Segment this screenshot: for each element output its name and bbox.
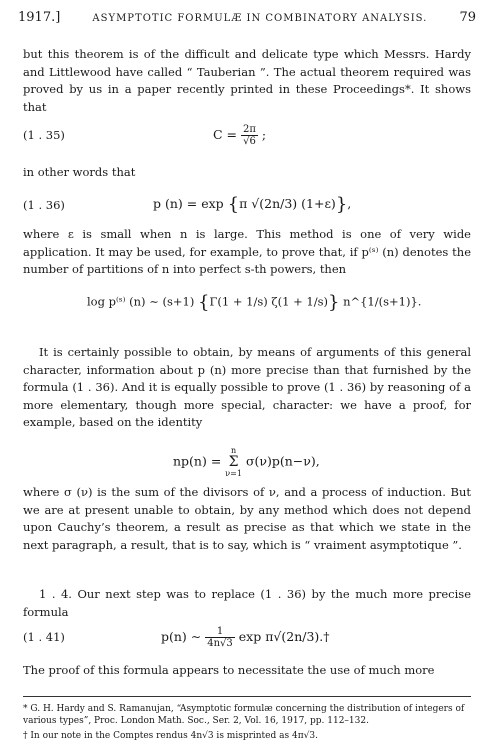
fraction [205,626,235,649]
sum-lower: ν=1 [225,469,242,478]
left-brace: { [197,292,210,313]
fraction-denominator: √6 [243,136,256,147]
eq-lhs: p(n) ∼ [161,629,202,644]
equation-number: (1 . 36) [23,198,65,212]
running-header [18,10,476,25]
equation-body [153,194,351,215]
equation-body [161,626,330,649]
paragraph-tauberian: but this theorem is of the difficult and delicate type which Messrs. Hardy and Littlewood have called “ Tauberian ”. The actual theorem required was proved by us in a paper recently printed in these Proceedings*. It shows that [23,47,471,114]
paragraph-sigma-divisors: where σ (ν) is the sum of the divisors of ν, and a process of induction. But we are at present unable to obtain, by any method which does not depend upon Cauchy’s theorem, a result as precise as that which we state in the next paragraph, a result, that is to say, which is “ vraiment asymptotique ”. [23,485,471,552]
eq-lhs: np(n) = [173,453,222,469]
page-number: 79 [459,10,476,25]
equation-body [213,124,266,147]
equation-1-36 [23,194,471,218]
footnote-rule [23,696,471,697]
right-brace: } [335,194,348,215]
eq-body: Γ(1 + 1/s) ζ(1 + 1/s) [209,294,328,309]
equation-1-41 [23,626,471,650]
eq-body: π √(2n/3) (1+ε) [239,196,336,211]
paragraph-in-other-words: in other words that [23,165,136,179]
eq-lhs: C = [213,127,238,142]
equation-1-35 [23,124,471,148]
equation-number: (1 . 41) [23,630,65,644]
eq-tail: , [347,196,352,211]
left-brace: { [227,194,240,215]
fraction-numerator: 2π [243,124,256,135]
eq-body: σ(ν)p(n−ν), [245,453,320,469]
equation-body [87,292,421,313]
eq-lhs: log p⁽ˢ⁾ (n) ∼ (s+1) [87,294,195,309]
equation-number: (1 . 35) [23,128,65,142]
equation-s-powers [23,292,471,316]
paragraph-section-1-4: 1 . 4. Our next step was to replace (1 . 36) by the much more precise formula [23,587,471,619]
header-year: 1917.] [18,10,61,25]
paragraph-proof: The proof of this formula appears to necessitate the use of much more [23,663,435,677]
eq-body: exp π√(2n/3).† [238,629,330,644]
fraction-denominator: 4n√3 [207,638,233,649]
sum-upper: n [231,446,237,455]
footnote-comptes-rendus: † In our note in the Comptes rendus 4n√3 is misprinted as 4π√3. [23,731,318,741]
fraction [241,124,258,147]
equation-body [173,446,320,478]
eq-lhs: p (n) = exp [153,196,224,211]
equation-identity [23,446,471,478]
paragraph-certainly-possible: It is certainly possible to obtain, by means of arguments of this general character, information about p (n) more precise than that furnished by the formula (1 . 36). And it is equally possible to prove (1 . 36) by reasoning of a more elementary, though more special, character: we have a proof, for example, based on the identity [23,345,471,429]
fraction-numerator: 1 [205,626,235,638]
paragraph-small-epsilon: where ε is small when n is large. This method is one of very wide application. It may be used, for example, to prove that, if p⁽ˢ⁾ (n) denotes the number of partitions of n into perfect s-th powers, then [23,227,471,276]
summation [225,446,242,478]
eq-tail: n^{1/(s+1)}. [343,294,422,309]
sum-symbol: Σ [228,454,239,470]
footnote-hardy-ramanujan: * G. H. Hardy and S. Ramanujan, “Asymptotic formulæ concerning the distribution of integers of various types”, Proc. London Math. Soc., Ser. 2, Vol. 16, 1917, pp. 112–132. [23,704,465,726]
right-brace: } [327,292,340,313]
header-title: ASYMPTOTIC FORMULÆ IN COMBINATORY ANALYSIS. [92,13,428,24]
eq-tail: ; [261,127,267,142]
